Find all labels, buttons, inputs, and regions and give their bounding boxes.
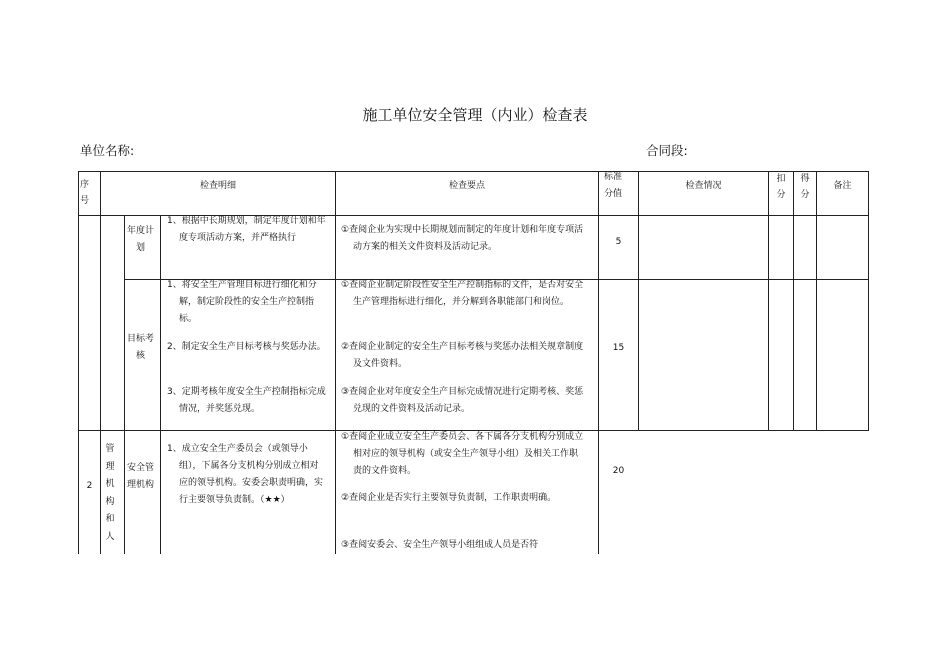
standard-score-value: 15	[612, 343, 625, 353]
detail-text: 3、定期考核年度安全生产控制指标完成情况，并奖惩兑现。	[167, 387, 326, 414]
header-remark: 备注	[833, 181, 852, 191]
standard-score-value: 20	[612, 466, 625, 476]
detail-text: 1、将安全生产管理目标进行细化和分解，制定阶段性的安全生产控制指标。	[167, 280, 317, 324]
seq-number: 2	[86, 481, 93, 491]
table-line	[793, 171, 794, 430]
table-line	[124, 215, 125, 554]
table-line	[816, 171, 817, 430]
item-label: 年度计划	[127, 226, 155, 253]
point-text: ①查阅企业为实现中长期规划而制定的年度计划和年度专项活动方案的相关文件资料及活动记录。	[341, 225, 584, 252]
item-label: 目标考核	[127, 334, 155, 361]
point-text: ③查阅企业对年度安全生产目标完成情况进行定期考核、奖惩兑现的文件资料及活动记录。	[341, 387, 584, 414]
table-line	[638, 171, 639, 430]
point-text: ②查阅企业是否实行主要领导负责制，工作职责明确。	[341, 493, 557, 503]
category-label: 管理机构和人	[105, 444, 115, 542]
item-label: 安全管理机构	[127, 463, 155, 490]
detail-text: 2、制定安全生产目标考核与奖惩办法。	[167, 342, 326, 352]
header-points: 检查要点	[448, 181, 485, 191]
standard-score-value: 5	[615, 237, 622, 247]
header-seq: 序号	[79, 180, 89, 206]
header-status: 检查情况	[685, 181, 722, 191]
point-text: ①查阅企业成立安全生产委员会、各下属各分支机构分别成立相对应的领导机构（或安全生产领导小组）及相关工作职责的文件资料。	[341, 432, 584, 476]
point-text: ②查阅企业制定的安全生产目标考核与奖惩办法相关规章制度及文件资料。	[341, 342, 584, 369]
header-deduct: 扣分	[776, 174, 786, 200]
point-text: ①查阅企业制定阶段性安全生产控制指标的文件，是否对安全生产管理指标进行细化，并分解到各职能部门和岗位。	[341, 280, 584, 307]
header-score: 得分	[800, 174, 810, 200]
table-line	[160, 215, 161, 554]
detail-text: 1、根据中长期规划，制定年度计划和年度专项活动方案，并严格执行	[167, 216, 326, 243]
header-detail: 检查明细	[199, 181, 236, 191]
contract-section-label: 合同段:	[646, 143, 688, 158]
detail-text: 1、成立安全生产委员会（或领导小组），下属各分支机构分别成立相对应的领导机构。安委会职责明确，实行主要领导负责制。（★★）	[167, 444, 324, 505]
point-text: ③查阅安委会、安全生产领导小组组成人员是否符	[341, 540, 539, 550]
table-line	[335, 171, 336, 554]
table-line	[868, 171, 869, 430]
table-line	[100, 215, 101, 554]
page-title: 施工单位安全管理（内业）检查表	[362, 106, 588, 124]
table-line	[768, 171, 769, 430]
header-standard-score: 标准分值	[603, 172, 622, 199]
table-line	[78, 171, 869, 172]
table-line	[78, 171, 79, 554]
unit-name-label: 单位名称:	[80, 143, 135, 158]
table-line	[598, 171, 599, 554]
